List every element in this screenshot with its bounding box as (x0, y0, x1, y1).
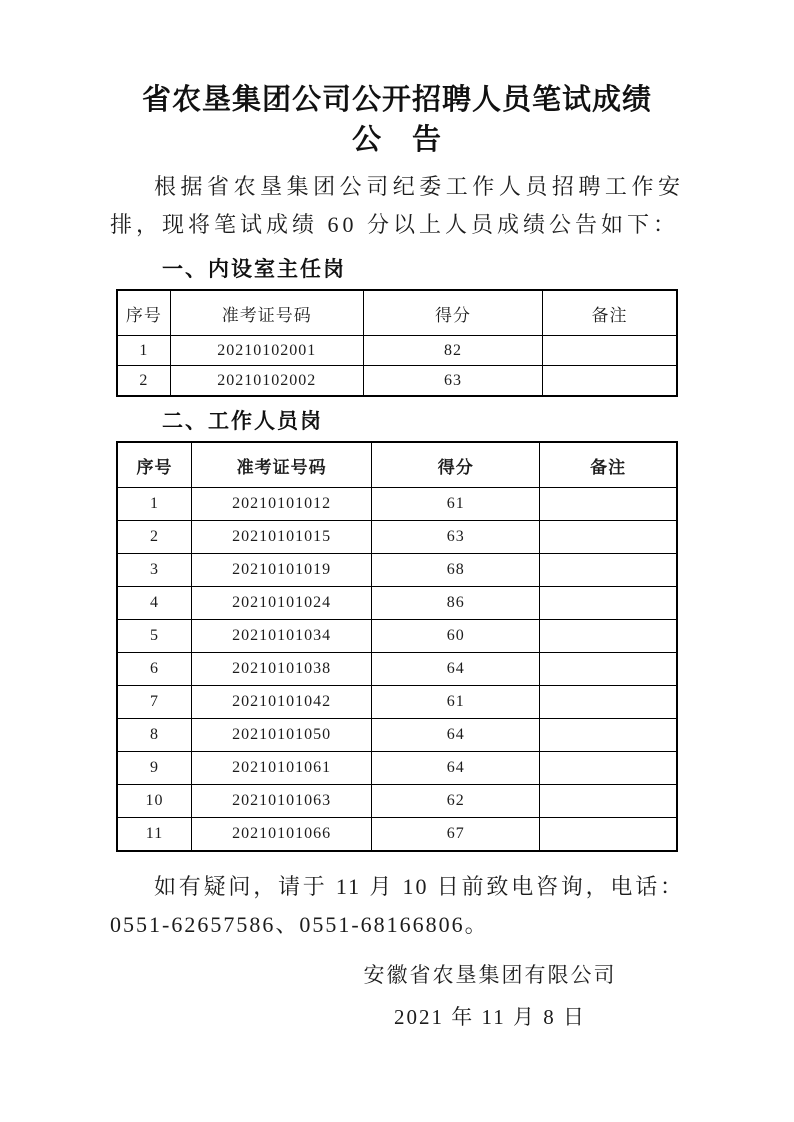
note-cell (540, 587, 677, 620)
table-row (117, 785, 677, 818)
ticket-header: 准考证号码 (170, 290, 363, 336)
score-cell: 63 (372, 521, 540, 554)
title-line-1: 省农垦集团公司公开招聘人员笔试成绩 (141, 84, 652, 116)
ticket-header: 准考证号码 (191, 442, 371, 488)
ticket-cell: 20210101038 (191, 653, 371, 686)
section-heading-1: 一、内设室主任岗 (162, 258, 346, 281)
score-cell: 67 (372, 818, 540, 852)
table-row (117, 554, 677, 587)
score-cell: 62 (372, 785, 540, 818)
note-header: 备注 (540, 442, 677, 488)
issue-date: 2021 年 11 月 8 日 (394, 1005, 586, 1029)
signature-block (300, 960, 680, 1032)
ticket-cell: 20210101019 (191, 554, 371, 587)
seq-cell: 1 (117, 336, 170, 366)
score-header: 得分 (372, 442, 540, 488)
score-cell: 60 (372, 620, 540, 653)
document-title (110, 80, 684, 160)
ticket-cell: 20210101024 (191, 587, 371, 620)
table-row (117, 653, 677, 686)
note-cell (540, 620, 677, 653)
note-cell (540, 554, 677, 587)
score-cell: 64 (372, 752, 540, 785)
table-row (117, 752, 677, 785)
intro-paragraph: 根据省农垦集团公司纪委工作人员招聘工作安排，现将笔试成绩 60 分以上人员成绩公告如下： (110, 174, 684, 237)
seq-cell: 2 (117, 521, 191, 554)
seq-cell: 10 (117, 785, 191, 818)
score-cell: 68 (372, 554, 540, 587)
table-row (117, 488, 677, 521)
table-row (117, 336, 677, 366)
note-cell (543, 366, 677, 397)
seq-cell: 3 (117, 554, 191, 587)
ticket-cell: 20210101042 (191, 686, 371, 719)
seq-cell: 5 (117, 620, 191, 653)
note-header: 备注 (543, 290, 677, 336)
note-cell (540, 686, 677, 719)
note-cell (540, 719, 677, 752)
ticket-cell: 20210101061 (191, 752, 371, 785)
table-row (117, 620, 677, 653)
score-cell: 82 (363, 336, 542, 366)
table-header-row (117, 290, 677, 336)
table-row (117, 719, 677, 752)
ticket-cell: 20210101034 (191, 620, 371, 653)
note-cell (540, 488, 677, 521)
seq-cell: 2 (117, 366, 170, 397)
note-cell (540, 818, 677, 852)
seq-cell: 4 (117, 587, 191, 620)
closing-paragraph: 如有疑问，请于 11 月 10 日前致电咨询，电话：0551-62657586、0551-68166806。 (110, 874, 684, 937)
score-table-staff-post (116, 441, 678, 852)
seq-cell: 7 (117, 686, 191, 719)
ticket-cell: 20210101066 (191, 818, 371, 852)
score-cell: 64 (372, 653, 540, 686)
issuer-name: 安徽省农垦集团有限公司 (363, 963, 617, 987)
ticket-cell: 20210101050 (191, 719, 371, 752)
section-heading-2: 二、工作人员岗 (162, 410, 323, 433)
note-cell (540, 752, 677, 785)
table-row (117, 521, 677, 554)
seq-cell: 1 (117, 488, 191, 521)
table-row (117, 818, 677, 852)
ticket-cell: 20210101015 (191, 521, 371, 554)
ticket-cell: 20210102001 (170, 336, 363, 366)
seq-cell: 6 (117, 653, 191, 686)
ticket-cell: 20210101063 (191, 785, 371, 818)
note-cell (543, 336, 677, 366)
score-cell: 61 (372, 488, 540, 521)
seq-cell: 9 (117, 752, 191, 785)
seq-cell: 8 (117, 719, 191, 752)
seq-cell: 11 (117, 818, 191, 852)
note-cell (540, 785, 677, 818)
seq-header: 序号 (117, 290, 170, 336)
table-row (117, 366, 677, 397)
note-cell (540, 521, 677, 554)
ticket-cell: 20210102002 (170, 366, 363, 397)
score-cell: 61 (372, 686, 540, 719)
table-header-row (117, 442, 677, 488)
score-cell: 63 (363, 366, 542, 397)
seq-header: 序号 (117, 442, 191, 488)
score-table-director-post (116, 289, 678, 397)
score-header: 得分 (363, 290, 542, 336)
ticket-cell: 20210101012 (191, 488, 371, 521)
note-cell (540, 653, 677, 686)
score-cell: 86 (372, 587, 540, 620)
score-cell: 64 (372, 719, 540, 752)
table-row (117, 587, 677, 620)
table-row (117, 686, 677, 719)
title-line-2: 公 告 (351, 124, 442, 156)
